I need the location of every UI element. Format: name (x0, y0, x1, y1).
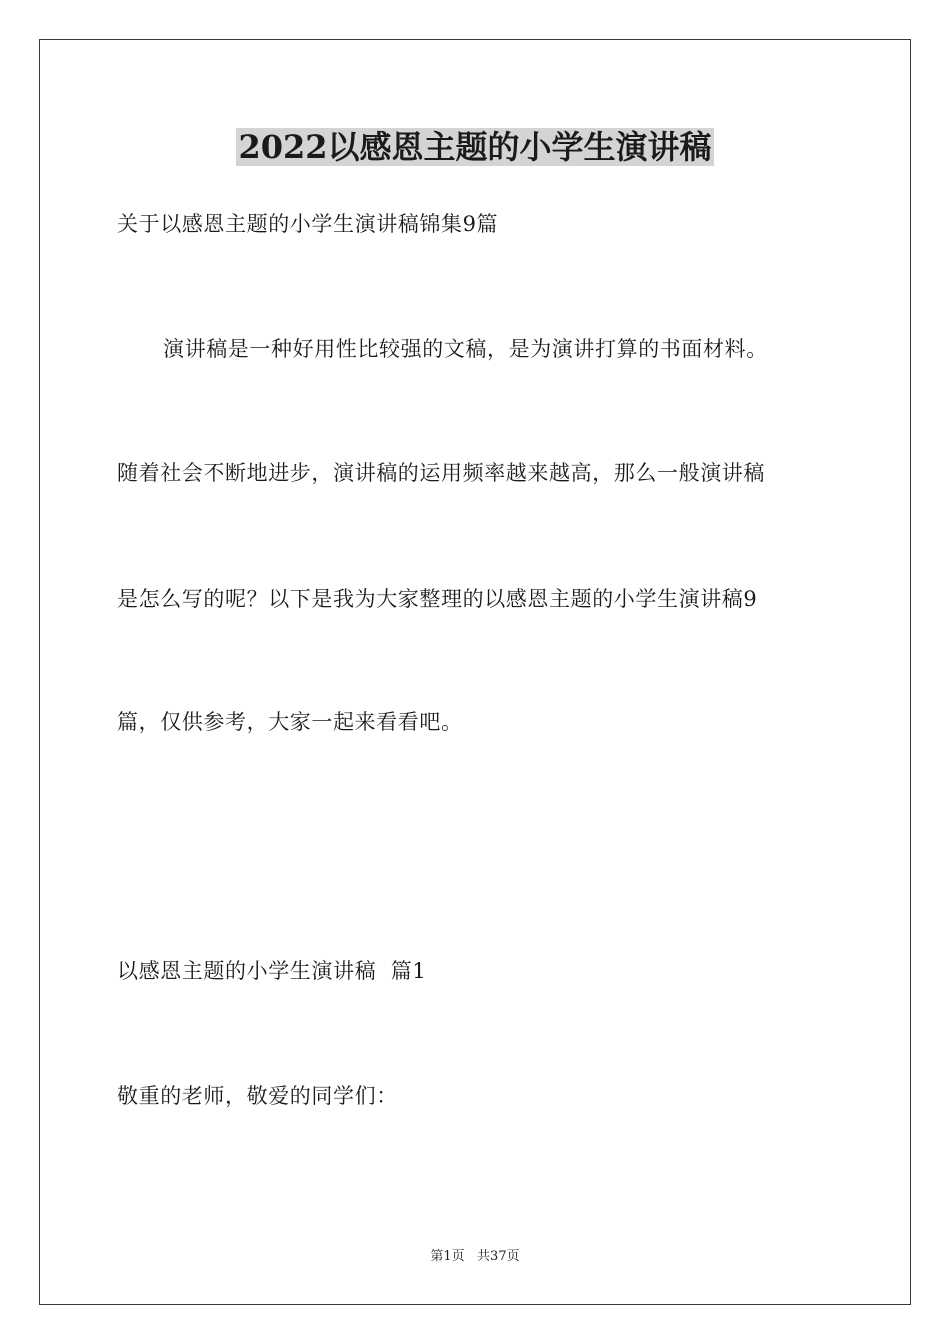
document-title: 2022以感恩主题的小学生演讲稿 (238, 128, 712, 166)
section-heading: 以感恩主题的小学生演讲稿 篇1 (117, 959, 427, 983)
intro-line-1: 演讲稿是一种好用性比较强的文稿，是为演讲打算的书面材料。 (163, 337, 768, 361)
intro-line-3: 是怎么写的呢？以下是我为大家整理的以感恩主题的小学生演讲稿9 (117, 587, 758, 611)
intro-line-2: 随着社会不断地进步，演讲稿的运用频率越来越高，那么一般演讲稿 (117, 461, 765, 485)
page-footer: 第1页 共37页 (430, 1249, 520, 1264)
document-subtitle: 关于以感恩主题的小学生演讲稿锦集9篇 (117, 212, 499, 236)
greeting-line: 敬重的老师，敬爱的同学们： (117, 1084, 398, 1108)
intro-line-4: 篇，仅供参考，大家一起来看看吧。 (117, 710, 463, 734)
